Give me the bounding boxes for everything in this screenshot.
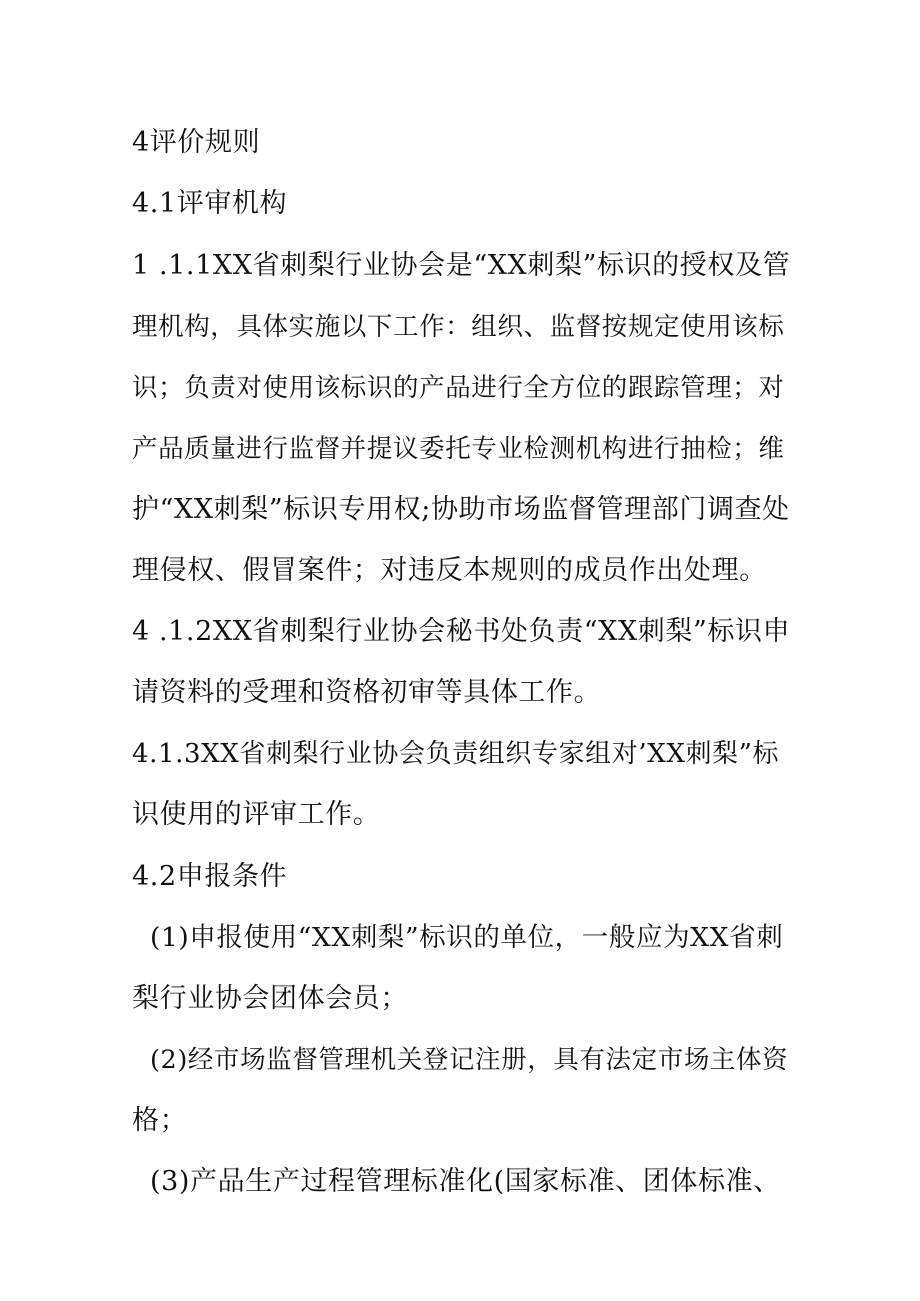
body-text-line: 识使用的评审工作。 [132, 799, 381, 830]
subsection-heading-review-body: 4.1评审机构 [132, 188, 288, 219]
body-text-line: 格； [132, 1105, 188, 1136]
list-item-condition-1: (1)申报使用“XX刺梨”标识的单位，一般应为XX省刺 [150, 922, 784, 953]
subsection-heading-application-conditions: 4.2申报条件 [132, 861, 288, 892]
body-text-line: 护“XX刺梨”标识专用权;协助市场监督管理部门调查处 [132, 494, 790, 525]
body-text-line: 梨行业协会团体会员； [132, 983, 408, 1014]
list-item-condition-2: (2)经市场监督管理机关登记注册，具有法定市场主体资 [150, 1045, 789, 1075]
body-text-line: 产品质量进行监督并提议委托专业检测机构进行抽检；维 [132, 434, 785, 464]
body-text-line: 识；负责对使用该标识的产品进行全方位的跟踪管理；对 [132, 373, 785, 403]
body-text-line: 请资料的受理和资格初审等具体工作。 [132, 677, 602, 708]
body-text-line: 4.1.3XX省刺梨行业协会负责组织专家组对’XX刺梨”标 [132, 739, 780, 769]
body-text-line: 理机构，具体实施以下工作：组织、监督按规定使用该标 [132, 312, 785, 342]
section-heading-evaluation-rules: 4评价规则 [132, 127, 261, 158]
body-text-line: 4 .1.2XX省刺梨行业协会秘书处负责“XX刺梨”标识申 [132, 616, 791, 647]
body-text-line: 1 .1.1XX省刺梨行业协会是“XX刺梨”标识的授权及管 [132, 250, 791, 281]
list-item-condition-3: (3)产品生产过程管理标准化(国家标准、团体标准、 [150, 1166, 781, 1197]
body-text-line: 理侵权、假冒案件；对违反本规则的成员作出处理。 [132, 555, 767, 586]
